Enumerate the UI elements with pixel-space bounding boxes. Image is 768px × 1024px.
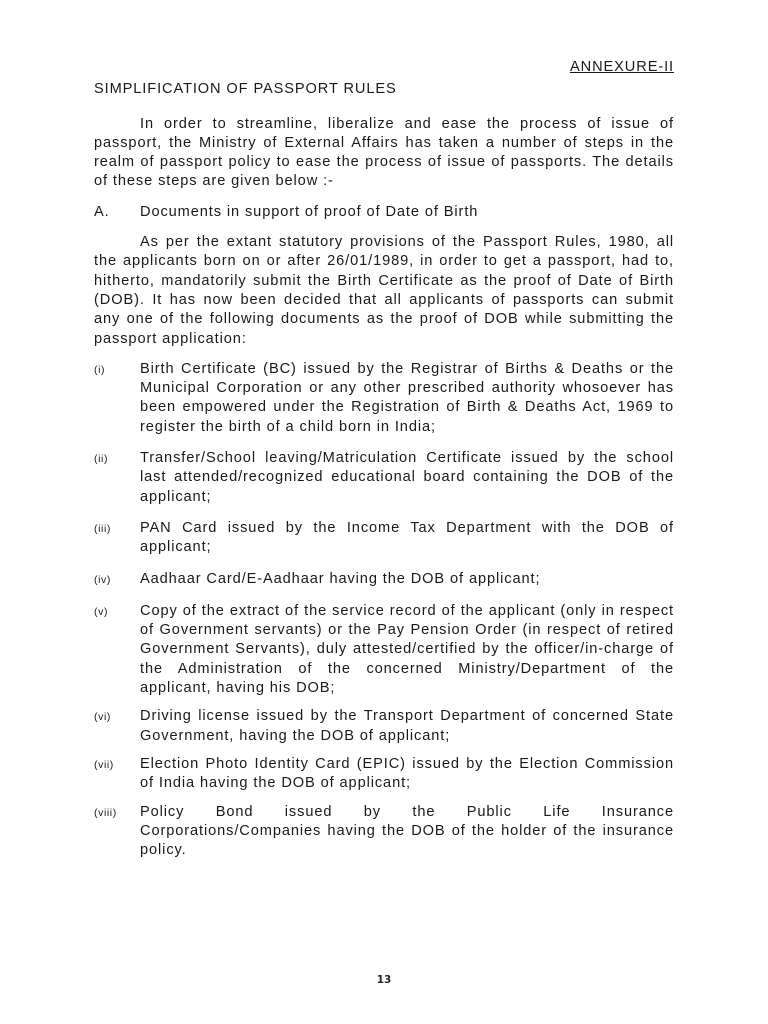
list-item-text: Policy Bond issued by the Public Life Insurance Corporations/Companies having the DOB of the holder of the insurance policy. <box>140 803 674 859</box>
list-item <box>94 803 674 861</box>
list-item <box>94 707 674 746</box>
list-item <box>94 570 674 590</box>
document-page <box>94 58 674 872</box>
section-a-title: Documents in support of proof of Date of Birth <box>140 203 479 220</box>
section-a-letter: A. <box>94 203 110 220</box>
list-item-text: Copy of the extract of the service record of the applicant (only in respect of Government servants) or the Pay Pension Order (in respect of retired Government Servants), duly attested/certified by the officer/in-charge of the Administration of the concerned Ministry/Department of the applicant, having his DOB; <box>140 602 674 697</box>
list-item <box>94 755 674 794</box>
list-item-text: Election Photo Identity Card (EPIC) issued by the Election Commission of India having the DOB of applicant; <box>140 755 674 792</box>
list-item-text: PAN Card issued by the Income Tax Department with the DOB of applicant; <box>140 519 674 556</box>
intro-paragraph: In order to streamline, liberalize and ease the process of issue of passport, the Ministry of External Affairs has taken a number of steps in the realm of passport policy to ease the process of issue of passports. The details of these steps are given below :- <box>94 115 674 190</box>
list-item-number: (v) <box>94 605 109 618</box>
list-item <box>94 519 674 558</box>
list-item-number: (viii) <box>94 806 117 819</box>
list-item-text: Birth Certificate (BC) issued by the Registrar of Births & Deaths or the Municipal Corporation or any other prescribed authority whosoever has been empowered under the Registration of Birth & Deaths Act, 1969 to register the birth of a child born in India; <box>140 360 674 435</box>
page-number: 13 <box>376 974 392 986</box>
section-a-heading <box>94 203 674 222</box>
list-item-text: Aadhaar Card/E-Aadhaar having the DOB of applicant; <box>140 570 541 587</box>
list-item-number: (iii) <box>94 522 111 535</box>
list-item-text: Transfer/School leaving/Matriculation Certificate issued by the school last attended/recognized educational board containing the DOB of the applicant; <box>140 450 674 505</box>
list-item-number: (vii) <box>94 758 114 771</box>
list-item <box>94 360 674 437</box>
list-item-number: (iv) <box>94 573 111 586</box>
list-item <box>94 449 674 507</box>
list-item-number: (vi) <box>94 711 111 724</box>
list-item-number: (ii) <box>94 453 109 466</box>
document-title: SIMPLIFICATION OF PASSPORT RULES <box>94 81 397 98</box>
dob-documents-list <box>94 360 674 861</box>
annexure-label: ANNEXURE-II <box>570 59 674 75</box>
section-a-paragraph: As per the extant statutory provisions of the Passport Rules, 1980, all the applicants born on or after 26/01/1989, in order to get a passport, had to, hitherto, mandatorily submit the Birth Certificate as the proof of Date of Birth (DOB). It has now been decided that all applicants of passports can submit any one of the following documents as the proof of DOB while submitting the passport application: <box>94 234 674 347</box>
list-item-number: (i) <box>94 363 106 376</box>
list-item <box>94 602 674 698</box>
list-item-text: Driving license issued by the Transport Department of concerned State Government, having the DOB of applicant; <box>140 708 674 744</box>
